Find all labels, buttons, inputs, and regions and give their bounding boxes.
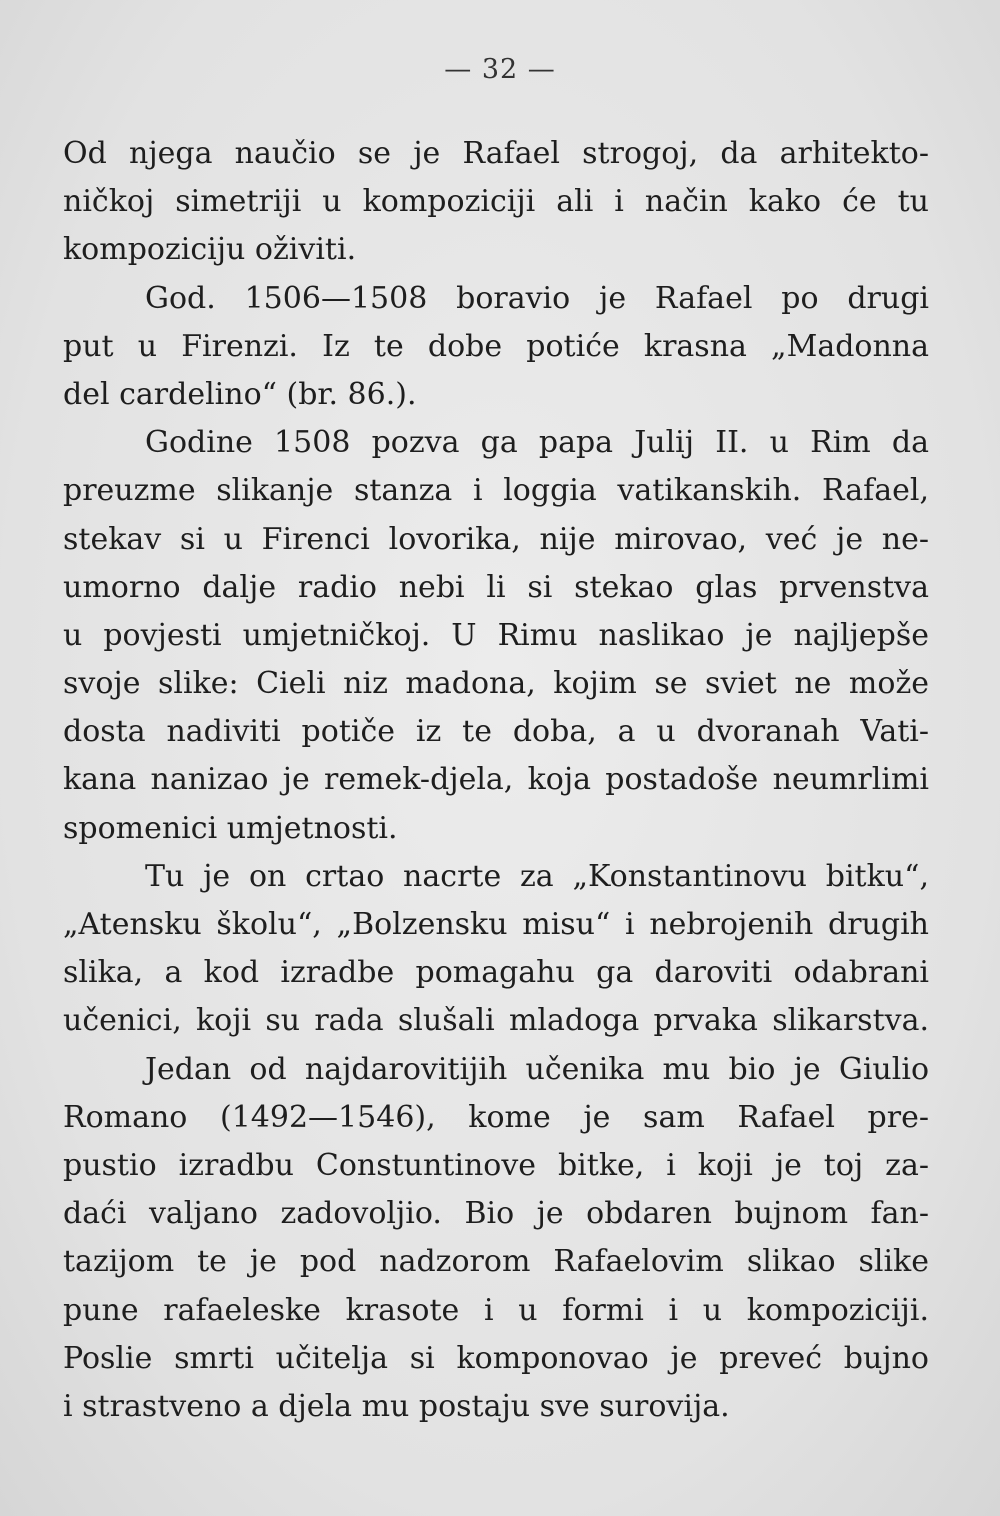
text-line: Jedan od najdarovitijih učenika mu bio je Giulio [145,1051,929,1087]
text-line: pune rafaeleske krasote i u formi i u kompoziciji. [63,1292,929,1328]
text-line: Od njega naučio se je Rafael strogoj, da arhitekto- [63,136,929,171]
page-number: — 32 — [444,54,556,85]
text-line: svoje slike: Cieli niz madona, kojim se sviet ne može [63,666,929,702]
text-line: umorno dalje radio nebi li si stekao glas prvenstva [63,569,929,605]
text-line: Tu je on crtao nacrte za „Konstantinovu bitku“, [145,858,929,894]
text-line: učenici, koji su rada slušali mladoga prvaka slikarstva. [63,1003,929,1039]
text-line: Romano (1492—1546), kome je sam Rafael pre- [63,1099,929,1135]
text-line: u povjesti umjetničkoj. U Rimu naslikao je najljepše [63,617,929,653]
text-line: kompoziciju oživiti. [63,232,357,268]
text-line: i strastveno a djela mu postaju sve surovija. [63,1388,730,1424]
text-line: dosta nadiviti potiče iz te doba, a u dvoranah Vati- [63,714,929,750]
text-line: spomenici umjetnosti. [63,810,398,846]
text-line: pustio izradbu Constuntinove bitke, i koji je toj za- [63,1147,929,1183]
text-line: „Atensku školu“, „Bolzensku misu“ i nebrojenih drugih [63,907,929,942]
text-line: put u Firenzi. Iz te dobe potiće krasna „Madonna [63,328,929,364]
text-line: God. 1506—1508 boravio je Rafael po drugi [145,280,929,316]
text-line: slika, a kod izradbe pomagahu ga daroviti odabrani [63,955,929,991]
text-line: Poslie smrti učitelja si komponovao je preveć bujno [63,1340,929,1376]
text-line: ničkoj simetriji u kompoziciji ali i način kako će tu [63,184,929,220]
text-line: preuzme slikanje stanza i loggia vatikanskih. Rafael, [63,473,929,509]
text-line: stekav si u Firenci lovorika, nije mirovao, već je ne- [63,521,929,557]
body-text [63,130,929,1431]
text-line: kana nanizao je remek-djela, koja postadoše neumrlimi [63,762,929,798]
text-line: Godine 1508 pozva ga papa Julij II. u Rim da [145,425,929,461]
text-line: del cardelino“ (br. 86.). [63,376,417,412]
text-line: tazijom te je pod nadzorom Rafaelovim slikao slike [63,1244,929,1280]
text-line: daći valjano zadovoljio. Bio je obdaren bujnom fan- [63,1196,929,1232]
